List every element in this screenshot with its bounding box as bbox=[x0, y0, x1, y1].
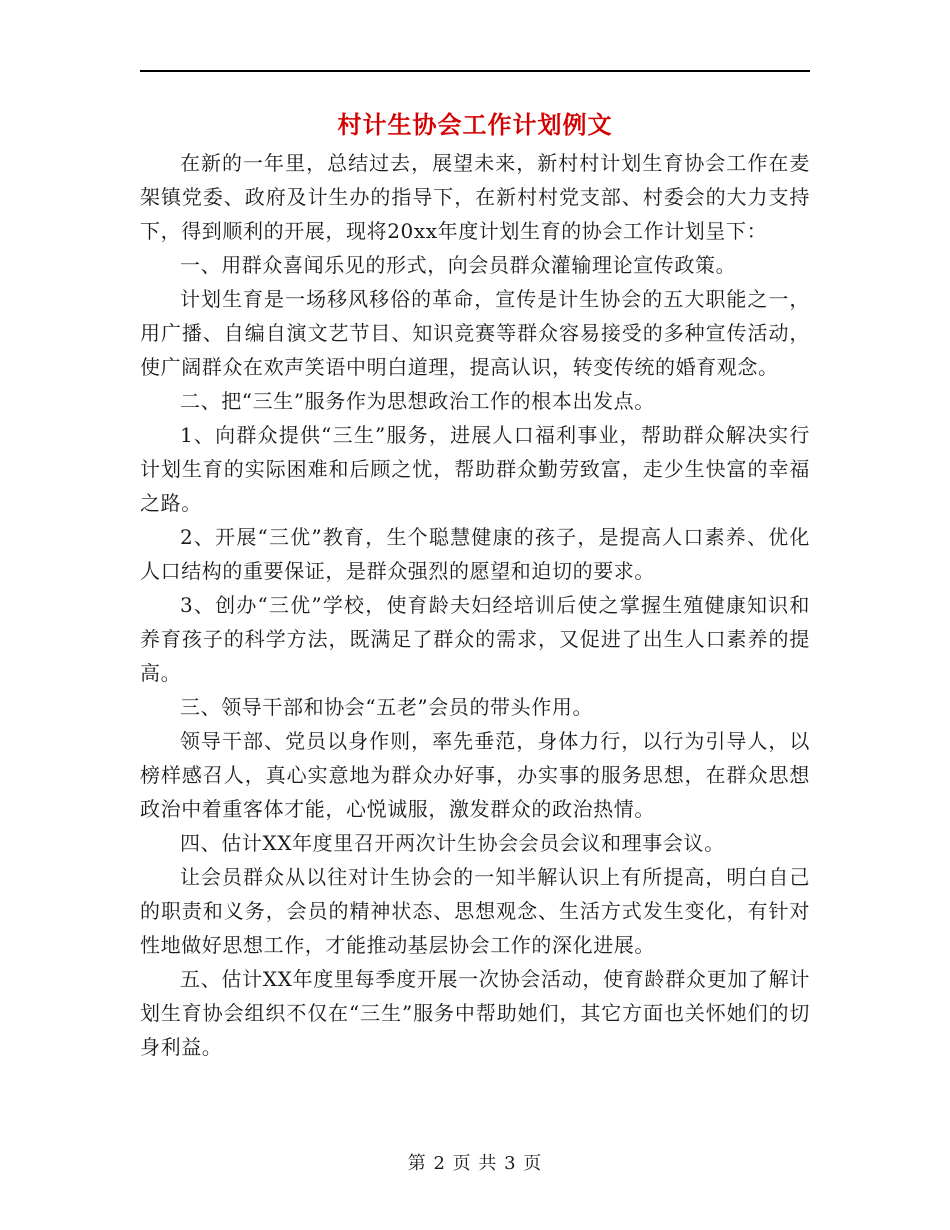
section-heading-1: 一、用群众喜闻乐见的形式，向会员群众灌输理论宣传政策。 bbox=[180, 253, 737, 277]
paragraph-item-2: 2、开展“三优”教育，生个聪慧健康的孩子，是提高人口素养、优化人口结构的重要保证，是群众强烈的愿望和迫切的要求。 bbox=[140, 525, 810, 583]
header-rule bbox=[140, 70, 810, 72]
paragraph-section-1: 计划生育是一场移风移俗的革命，宣传是计生协会的五大职能之一，用广播、自编自演文艺节目、知识竞赛等群众容易接受的多种宣传活动，使广阔群众在欢声笑语中明白道理，提高认识，转变传统的婚育观念。 bbox=[140, 287, 810, 379]
section-heading-4: 四、估计XX年度里召开两次计生协会会员会议和理事会议。 bbox=[180, 831, 725, 855]
document-body bbox=[140, 146, 810, 1064]
document-title: 村计生协会工作计划例文 bbox=[337, 111, 613, 139]
paragraph-item-1: 1、向群众提供“三生”服务，进展人口福利事业，帮助群众解决实行计划生育的实际困难和后顾之忧，帮助群众勤劳致富，走少生快富的幸福之路。 bbox=[140, 423, 810, 515]
section-heading-3: 三、领导干部和协会“五老”会员的带头作用。 bbox=[180, 695, 594, 719]
section-heading-5: 五、估计XX年度里每季度开展一次协会活动，使育龄群众更加了解计划生育协会组织不仅在“三生”服务中帮助她们，其它方面也关怀她们的切身利益。 bbox=[140, 967, 810, 1059]
paragraph-item-3: 3、创办“三优”学校，使育龄夫妇经培训后使之掌握生殖健康知识和养育孩子的科学方法，既满足了群众的需求，又促进了出生人口素养的提高。 bbox=[140, 593, 810, 685]
page-number: 第 2 页 共 3 页 bbox=[407, 1153, 543, 1174]
section-heading-2: 二、把“三生”服务作为思想政治工作的根本出发点。 bbox=[180, 389, 655, 413]
paragraph-section-3: 领导干部、党员以身作则，率先垂范，身体力行，以行为引导人，以榜样感召人，真心实意地为群众办好事，办实事的服务思想，在群众思想政治中着重客体才能，心悦诚服，激发群众的政治热情。 bbox=[140, 729, 810, 821]
paragraph-intro: 在新的一年里，总结过去，展望未来，新村村计划生育协会工作在麦架镇党委、政府及计生办的指导下，在新村村党支部、村委会的大力支持下，得到顺利的开展，现将20xx年度计划生育的协会工作计划呈下： bbox=[140, 151, 810, 243]
paragraph-section-4: 让会员群众从以往对计生协会的一知半解认识上有所提高，明白自己的职责和义务，会员的精神状态、思想观念、生活方式发生变化，有针对性地做好思想工作，才能推动基层协会工作的深化进展。 bbox=[140, 865, 810, 957]
